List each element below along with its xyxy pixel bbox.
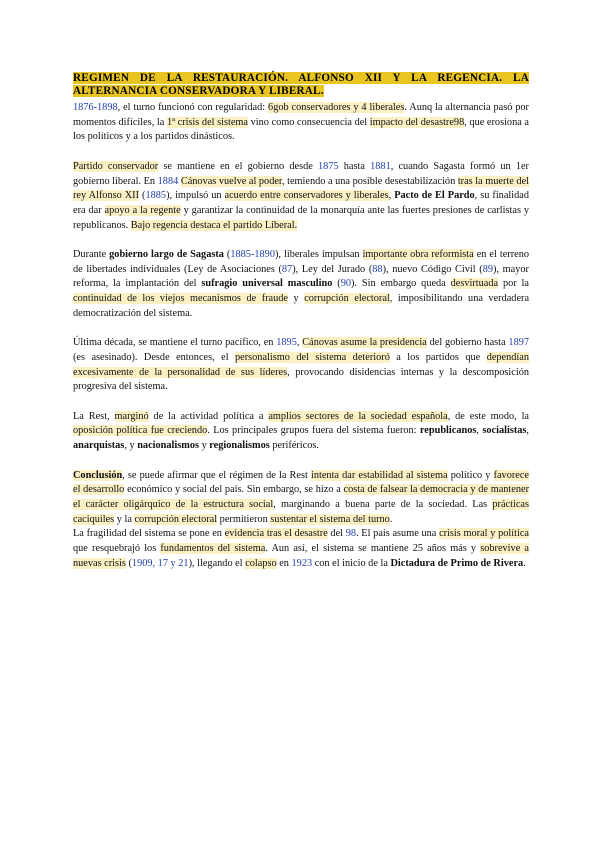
text-run-hl: dependían excesivamente de la personalidad de sus líderes <box>73 351 530 378</box>
text-run-blue: 1895 <box>276 337 297 349</box>
text-run: político y <box>447 469 494 481</box>
text-run-hl: crisis moral y política <box>439 528 529 540</box>
title-text: REGIMEN DE LA RESTAURACIÓN. ALFONSO XII Y LA REGENCIA. LA ALTERNANCIA CONSERVADORA Y LIBERAL. <box>73 72 529 97</box>
text-run-b-hl: Conclusión <box>73 469 123 481</box>
text-run-hl: Cánovas asume la presidencia <box>302 337 427 349</box>
text-run: ). Sin embargo queda <box>351 278 451 290</box>
text-run: en el terreno de libertades individuales (Ley de Asociaciones ( <box>73 249 529 275</box>
paragraph <box>73 101 529 145</box>
text-run-blue: 98 <box>345 528 357 540</box>
text-run: y <box>199 440 210 452</box>
text-run: . Los principales grupos fuera del sistema fueron: <box>207 425 420 437</box>
paragraph <box>73 469 529 528</box>
text-run-hl: favorece el desarrollo <box>73 469 529 496</box>
text-run-hl: impacto del desastre98 <box>369 116 465 128</box>
text-run-blue: 1875 <box>318 160 339 172</box>
text-run: , que erosiona a los políticos y a los partidos dinásticos. <box>73 116 529 143</box>
text-run: de la actividad política a <box>148 410 269 422</box>
text-run: con el inicio de la <box>312 557 391 569</box>
text-run: ), nuevo Código Civil ( <box>382 263 483 275</box>
text-run-blue: 1884 <box>157 175 179 187</box>
text-run: por la <box>498 278 529 290</box>
text-run: a los partidos que <box>389 351 487 363</box>
text-run: , se puede afirmar que el régimen de la Rest <box>122 469 311 481</box>
text-run: económico y social del país. Sin embargo, se hizo a <box>124 484 344 496</box>
text-run: se mantiene en el gobierno desde <box>158 160 319 172</box>
text-run-hl: 1ª crisis del sistema <box>166 116 249 128</box>
text-run: . El país asume una <box>356 528 440 540</box>
text-run-blue: 1881 <box>370 160 391 172</box>
text-run: ), liberales impulsan <box>274 249 363 260</box>
text-run: , provocando disidencias internas y la descomposición progresiva del sistema. <box>73 366 530 393</box>
text-run: y la <box>114 513 135 525</box>
paragraph <box>73 527 529 571</box>
text-run: ), mayor reforma, la implantación del <box>73 263 529 290</box>
text-run: , temiendo a una posible desestabilización <box>281 175 458 187</box>
text-run: en <box>276 557 292 569</box>
paragraph <box>73 160 529 234</box>
text-run: y garantizar la continuidad de la monarquía ante las fuertes presiones de carlistas y republicanos. <box>73 204 530 231</box>
text-run: . <box>389 513 393 525</box>
text-run: , marginando a buena parte de la sociedad. Las <box>273 498 493 510</box>
text-run: del gobierno hasta <box>426 337 509 349</box>
text-run-hl: acuerdo entre conservadores y liberales <box>224 190 389 202</box>
paragraph <box>73 336 529 395</box>
text-run-hl: Partido conservador <box>73 160 159 172</box>
text-run-hl: evidencia tras el desastre <box>224 528 328 540</box>
text-run: y <box>288 293 305 305</box>
text-run-hl: personalismo del sistema deterioró <box>235 351 390 363</box>
text-run-hl: marginó <box>114 410 149 422</box>
text-run: ( <box>332 278 341 290</box>
text-run: , y <box>124 440 138 452</box>
text-run-b: Pacto de El Pardo <box>394 190 475 202</box>
text-run: ( <box>223 249 231 260</box>
text-run-hl: importante obra reformista <box>362 249 474 260</box>
text-run: . Aun así, el sistema se mantiene 25 años más y <box>265 543 481 555</box>
text-run-blue: 89 <box>482 263 493 275</box>
text-run: ), llegando el <box>188 557 246 569</box>
text-run-b: anarquistas <box>73 440 125 452</box>
text-run-b: republicanos <box>419 425 477 437</box>
text-run-blue: 88 <box>372 263 383 275</box>
text-run: Durante <box>73 249 110 260</box>
document-title <box>73 72 529 98</box>
text-run-hl: intenta dar estabilidad al sistema <box>310 469 448 481</box>
text-run-hl: desvirtuada <box>450 278 499 290</box>
paragraph <box>73 248 529 322</box>
text-run-blue: 1897 <box>508 337 530 349</box>
text-run: . Aunq la alternancia pasó por momentos difíciles, la <box>73 102 529 128</box>
text-run-b: nacionalismos <box>137 440 199 452</box>
text-run: , el turno funcionó con regularidad: <box>117 102 269 113</box>
text-run-hl: colapso <box>245 557 277 569</box>
text-run-blue: 1923 <box>291 557 313 569</box>
text-run: periféricos. <box>269 440 319 452</box>
text-run-hl: 6gob conservadores y 4 liberales <box>268 102 405 113</box>
text-run-b: socialistas <box>482 425 527 437</box>
text-run: . <box>523 557 526 569</box>
text-run: ( <box>139 190 146 202</box>
text-run-blue: 1885-1890 <box>230 249 275 260</box>
text-run-hl: apoyo a la regente <box>104 204 181 216</box>
text-run-hl: costa de falsear la democracia y de mantener el carácter oligárquico de la estructura social <box>73 484 530 510</box>
text-run-hl: oposición política fue creciendo <box>73 425 208 437</box>
text-run: , su finalidad era dar <box>73 190 529 216</box>
text-run-blue: 1909, 17 y 21 <box>131 557 189 569</box>
text-run: , <box>388 190 395 202</box>
text-run: , <box>526 425 529 437</box>
text-run-hl: corrupción electoral <box>304 293 390 305</box>
text-run: , <box>296 337 303 349</box>
text-run-hl: continuidad de los viejos mecanismos de fraude <box>73 293 288 305</box>
text-run: del <box>327 528 346 540</box>
text-run-hl: Cánovas vuelve al poder <box>180 175 282 187</box>
text-run-hl: sustentar el sistema del turno <box>270 513 390 525</box>
text-run: , cuando Sagasta formó un 1er gobierno liberal. En <box>73 160 529 187</box>
text-run-hl: prácticas caciquiles <box>73 498 529 525</box>
text-run-b: gobierno largo de Sagasta <box>109 249 224 260</box>
text-run: La Rest, <box>73 410 115 422</box>
paragraph <box>73 410 529 454</box>
text-run: que resquebrajó los <box>73 543 161 555</box>
text-run-hl: Bajo regencia destaca el partido Liberal. <box>130 219 298 231</box>
text-run-b: sufragio universal masculino <box>201 278 333 290</box>
text-run: permitieron <box>217 513 271 525</box>
text-run-b: Dictadura de Primo de Rivera <box>390 557 524 569</box>
text-run-blue: 87 <box>281 263 293 275</box>
text-run: (es asesinado). Desde entonces, el <box>73 351 235 363</box>
text-run: hasta <box>338 160 371 172</box>
text-run-hl: amplios sectores de la sociedad española <box>268 410 448 422</box>
text-run: ), impulsó un <box>166 190 225 202</box>
text-run: , de este modo, la <box>447 410 530 422</box>
text-run: , imposibilitando una verdadera democratización del sistema. <box>73 293 530 319</box>
text-run: Última década, se mantiene el turno pacífico, en <box>73 337 277 349</box>
text-run-blue: 90 <box>340 278 351 290</box>
document-body <box>73 101 529 571</box>
text-run: vino como consecuencia del <box>248 116 370 128</box>
text-run-blue: 1885 <box>145 190 167 202</box>
text-run: La fragilidad del sistema se pone en <box>73 528 225 540</box>
text-run-hl: tras la muerte del rey Alfonso XII <box>73 175 530 202</box>
text-run-hl: sobrevive a nuevas crisis <box>73 543 529 569</box>
text-run-hl: fundamentos del sistema <box>160 543 266 555</box>
text-run: ( <box>125 557 132 569</box>
text-run-b: regionalismos <box>209 440 270 452</box>
text-run-blue: 1876-1898 <box>73 102 118 113</box>
text-run: , <box>476 425 483 437</box>
text-run: ), Ley del Jurado ( <box>292 263 373 275</box>
text-run-hl: corrupción electoral <box>134 513 218 525</box>
